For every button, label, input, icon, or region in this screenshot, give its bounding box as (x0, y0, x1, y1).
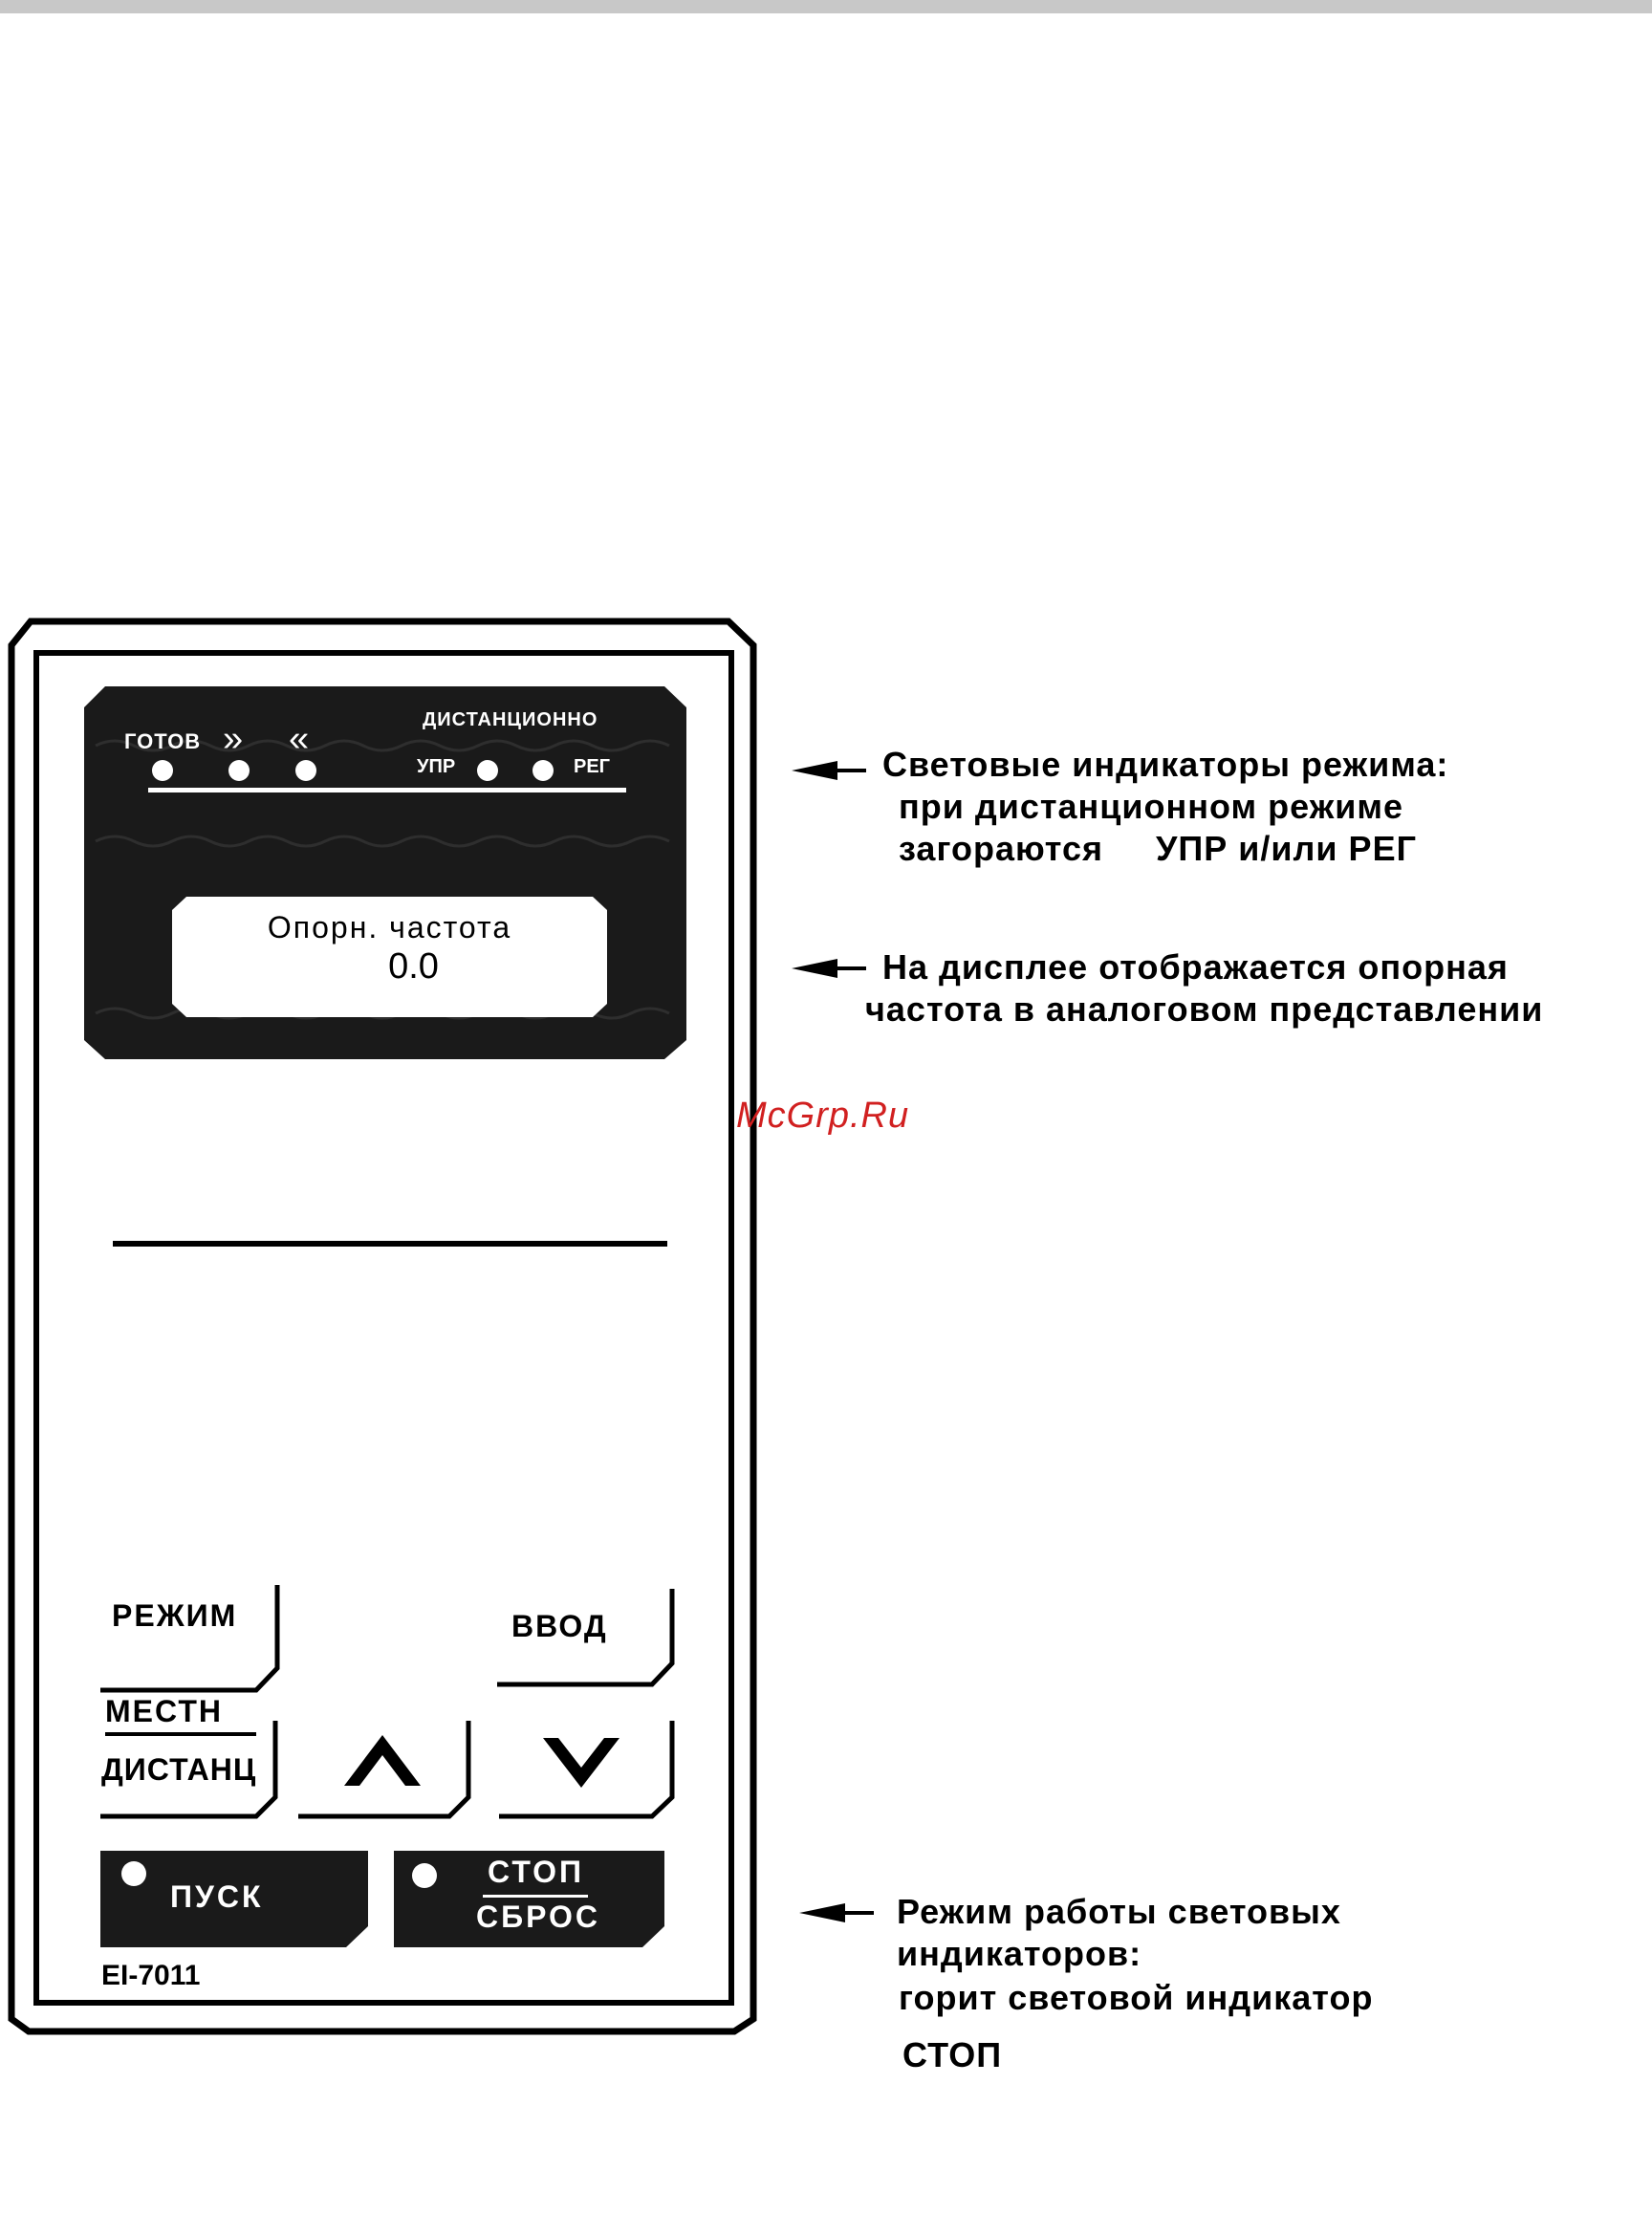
up-arrow-icon (344, 1735, 421, 1786)
callout-indicators-line-2: при дистанционном режиме (899, 787, 1403, 826)
led-reg (533, 760, 554, 781)
led-run (121, 1861, 146, 1886)
callout-leds-line-3: горит световой индикатор (899, 1978, 1374, 2017)
run-button[interactable]: ПУСК (170, 1879, 264, 1914)
watermark: McGrp.Ru (736, 1096, 910, 1136)
reg-label: РЕГ (574, 756, 611, 777)
mode-button[interactable]: РЕЖИМ (112, 1598, 238, 1633)
model-label: EI-7011 (101, 1960, 201, 1991)
arrow-display-icon (792, 956, 868, 981)
callout-display-line-1: На дисплее отображается опорная (882, 947, 1509, 987)
enter-button[interactable]: ВВОД (511, 1609, 608, 1643)
device-panel (0, 612, 765, 2036)
upr-label: УПР (417, 756, 456, 777)
callout-indicators-line-1: Световые индикаторы режима: (882, 745, 1449, 784)
led-ready (152, 760, 173, 781)
callout-leds-line-2: индикаторов: (897, 1934, 1142, 1973)
led-forward (228, 760, 250, 781)
local-button[interactable]: МЕСТН (105, 1694, 223, 1728)
ready-label: ГОТОВ (124, 729, 202, 753)
remote-label: ДИСТАНЦИОННО (423, 709, 598, 730)
down-arrow-icon (543, 1738, 620, 1788)
top-gray-bar (0, 0, 1652, 13)
stop-button[interactable]: СТОП (488, 1855, 584, 1889)
callout-indicators-line-3: загораются УПР и/или РЕГ (899, 829, 1417, 868)
callout-display-line-2: частота в аналоговом представлении (865, 989, 1544, 1029)
up-button-shape (298, 1721, 468, 1816)
led-upr (477, 760, 498, 781)
reset-button[interactable]: СБРОС (476, 1900, 601, 1934)
display-line-1: Опорн. частота (267, 910, 512, 944)
led-stop (412, 1863, 437, 1888)
arrow-indicators-icon (792, 758, 868, 783)
arrow-leds-icon (799, 1900, 876, 1925)
callout-leds-line-1: Режим работы световых (897, 1892, 1341, 1931)
display-line-2: 0.0 (388, 946, 439, 987)
callout-leds-line-4: СТОП (902, 2035, 1003, 2074)
forward-icon: » (223, 719, 244, 759)
led-reverse (295, 760, 316, 781)
reverse-icon: « (289, 719, 310, 759)
remote-button[interactable]: ДИСТАНЦ (101, 1752, 257, 1787)
